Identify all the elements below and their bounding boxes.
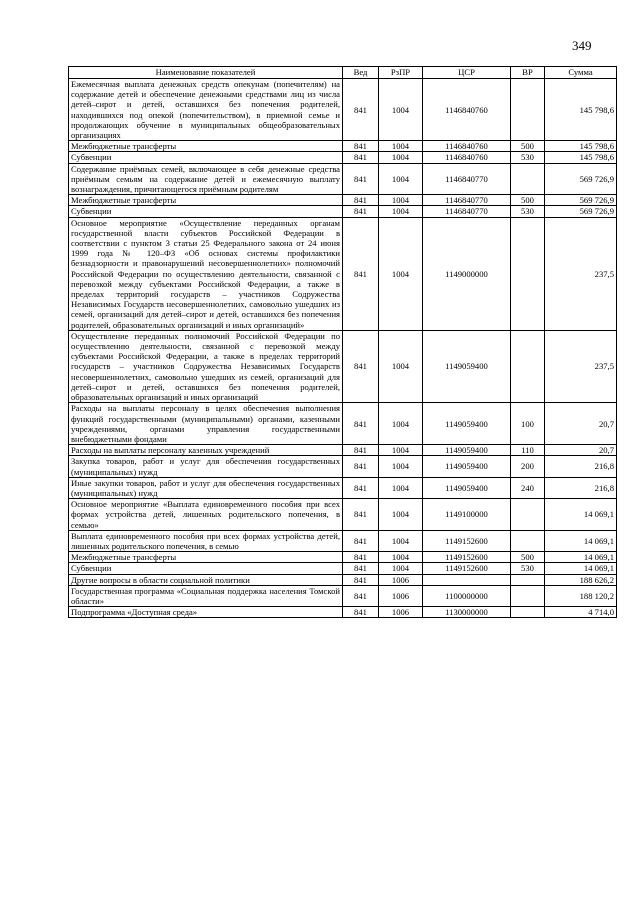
table-row: [69, 141, 617, 152]
table-row: [69, 477, 617, 498]
cell-name: Межбюджетные трансферты: [69, 552, 343, 563]
cell-sum: 14 069,1: [545, 552, 617, 563]
cell-csr: 1149152600: [423, 552, 511, 563]
table-row: [69, 585, 617, 606]
cell-csr: 1146840770: [423, 195, 511, 206]
cell-ved: 841: [343, 477, 379, 498]
table-row: [69, 217, 617, 330]
cell-rzpr: 1006: [379, 585, 423, 606]
cell-ved: 841: [343, 195, 379, 206]
cell-csr: 1146840760: [423, 152, 511, 163]
table-row: [69, 163, 617, 195]
cell-sum: 20,7: [545, 403, 617, 445]
table-row: [69, 79, 617, 141]
cell-rzpr: 1004: [379, 530, 423, 551]
cell-vr: [511, 530, 545, 551]
cell-ved: 841: [343, 563, 379, 574]
cell-name: Субвенции: [69, 152, 343, 163]
cell-ved: 841: [343, 530, 379, 551]
cell-sum: 569 726,9: [545, 195, 617, 206]
cell-vr: [511, 574, 545, 585]
cell-sum: 14 069,1: [545, 530, 617, 551]
header-vr: ВР: [511, 67, 545, 79]
cell-csr: 1146840760: [423, 141, 511, 152]
cell-name: Содержание приёмных семей, включающее в себя денежные средства приёмным семьям на содержание детей и ежемесячную выплату вознаграждения, причитающегося приёмным родителям: [69, 163, 343, 195]
cell-rzpr: 1004: [379, 141, 423, 152]
cell-vr: 110: [511, 445, 545, 456]
cell-sum: 14 069,1: [545, 563, 617, 574]
cell-vr: [511, 607, 545, 618]
cell-rzpr: 1004: [379, 445, 423, 456]
cell-sum: 216,8: [545, 456, 617, 477]
cell-rzpr: 1004: [379, 499, 423, 531]
cell-rzpr: 1004: [379, 217, 423, 330]
table-row: [69, 195, 617, 206]
table-row: [69, 563, 617, 574]
cell-vr: 530: [511, 563, 545, 574]
cell-sum: 237,5: [545, 330, 617, 402]
header-name: Наименование показателей: [69, 67, 343, 79]
cell-ved: 841: [343, 456, 379, 477]
cell-csr: 1149000000: [423, 217, 511, 330]
cell-vr: 500: [511, 195, 545, 206]
cell-name: Основное мероприятие «Выплата единовременного пособия при всех формах устройства детей, лишенных родительского попечения, в семью»: [69, 499, 343, 531]
cell-rzpr: 1004: [379, 206, 423, 217]
cell-ved: 841: [343, 206, 379, 217]
cell-sum: 569 726,9: [545, 163, 617, 195]
cell-sum: 569 726,9: [545, 206, 617, 217]
cell-name: Подпрограмма «Доступная среда»: [69, 607, 343, 618]
table-row: [69, 607, 617, 618]
cell-name: Другие вопросы в области социальной политики: [69, 574, 343, 585]
cell-csr: 1149059400: [423, 330, 511, 402]
cell-name: Ежемесячная выплата денежных средств опекунам (попечителям) на содержание детей и обеспечение денежными средствами лиц из числа детей–сирот и детей, оставшихся без попечения родителей, находившихся под опекой (попечительством), в приемной семье и продолжающих обучение в муниципальных общеобразовательных организациях: [69, 79, 343, 141]
cell-csr: 1149059400: [423, 456, 511, 477]
cell-vr: [511, 163, 545, 195]
table-row: [69, 552, 617, 563]
table-row: [69, 456, 617, 477]
budget-table: [68, 66, 617, 618]
cell-csr: 1100000000: [423, 585, 511, 606]
cell-csr: 1149152600: [423, 563, 511, 574]
cell-vr: 200: [511, 456, 545, 477]
table-header-row: [69, 67, 617, 79]
cell-ved: 841: [343, 141, 379, 152]
cell-sum: 20,7: [545, 445, 617, 456]
cell-sum: 14 069,1: [545, 499, 617, 531]
table-row: [69, 403, 617, 445]
cell-sum: 4 714,0: [545, 607, 617, 618]
cell-name: Закупка товаров, работ и услуг для обеспечения государственных (муниципальных) нужд: [69, 456, 343, 477]
cell-sum: 145 798,6: [545, 141, 617, 152]
cell-rzpr: 1004: [379, 552, 423, 563]
cell-ved: 841: [343, 79, 379, 141]
cell-ved: 841: [343, 499, 379, 531]
cell-name: Основное мероприятие «Осуществление переданных органам государственной власти субъектов Российской Федерации в соответствии с пунктом 3 статьи 25 Федерального закона от 24 июня 1999 года № 120–ФЗ «Об основах системы профилактики безнадзорности и правонарушений несовершеннолетних» полномочий Российской Федерации по осуществлению деятельности, связанной с перевозкой между субъектами Российской Федерации, а также в пределах территорий государств – участников Содружества Независимых Государств несовершеннолетних, самовольно ушедших из семей, организаций для детей–сирот и детей, оставшихся без попечения родителей, образовательных организаций и иных организаций»: [69, 217, 343, 330]
cell-name: Расходы на выплаты персоналу в целях обеспечения выполнения функций государственными (муниципальными) органами, казенными учреждениями, органами управления государственными внебюджетными фондами: [69, 403, 343, 445]
cell-rzpr: 1006: [379, 607, 423, 618]
table-row: [69, 499, 617, 531]
cell-ved: 841: [343, 152, 379, 163]
cell-name: Государственная программа «Социальная поддержка населения Томской области»: [69, 585, 343, 606]
cell-vr: [511, 499, 545, 531]
cell-rzpr: 1004: [379, 79, 423, 141]
cell-ved: 841: [343, 445, 379, 456]
table-row: [69, 152, 617, 163]
cell-rzpr: 1006: [379, 574, 423, 585]
cell-vr: 500: [511, 141, 545, 152]
cell-csr: 1146840770: [423, 163, 511, 195]
cell-ved: 841: [343, 403, 379, 445]
cell-csr: [423, 574, 511, 585]
cell-vr: 240: [511, 477, 545, 498]
page-number: 349: [572, 38, 592, 53]
cell-rzpr: 1004: [379, 403, 423, 445]
cell-csr: 1149059400: [423, 445, 511, 456]
cell-vr: [511, 330, 545, 402]
cell-rzpr: 1004: [379, 330, 423, 402]
cell-ved: 841: [343, 574, 379, 585]
cell-sum: 145 798,6: [545, 79, 617, 141]
header-rzpr: РзПР: [379, 67, 423, 79]
table-row: [69, 330, 617, 402]
table-row: [69, 530, 617, 551]
cell-csr: 1146840770: [423, 206, 511, 217]
table-row: [69, 574, 617, 585]
cell-name: Субвенции: [69, 206, 343, 217]
cell-csr: 1149100000: [423, 499, 511, 531]
cell-csr: 1149059400: [423, 477, 511, 498]
cell-vr: 530: [511, 152, 545, 163]
cell-name: Выплата единовременного пособия при всех формах устройства детей, лишенных родительского попечения, в семью: [69, 530, 343, 551]
cell-name: Межбюджетные трансферты: [69, 141, 343, 152]
cell-ved: 841: [343, 163, 379, 195]
cell-csr: 1146840760: [423, 79, 511, 141]
cell-sum: 237,5: [545, 217, 617, 330]
cell-rzpr: 1004: [379, 152, 423, 163]
table-row: [69, 445, 617, 456]
table-row: [69, 206, 617, 217]
cell-vr: [511, 585, 545, 606]
cell-name: Осуществление переданных полномочий Российской Федерации по осуществлению деятельности, связанной с перевозкой между субъектами Российской Федерации, а также в пределах территорий государств – участников Содружества Независимых Государств несовершеннолетних, самовольно ушедших из семей, организаций для детей–сирот и детей, оставшихся без попечения родителей, образовательных организаций и иных организаций: [69, 330, 343, 402]
cell-ved: 841: [343, 330, 379, 402]
cell-name: Иные закупки товаров, работ и услуг для обеспечения государственных (муниципальных) нужд: [69, 477, 343, 498]
header-sum: Сумма: [545, 67, 617, 79]
cell-rzpr: 1004: [379, 477, 423, 498]
cell-vr: 100: [511, 403, 545, 445]
cell-name: Субвенции: [69, 563, 343, 574]
header-csr: ЦСР: [423, 67, 511, 79]
cell-vr: 530: [511, 206, 545, 217]
cell-name: Межбюджетные трансферты: [69, 195, 343, 206]
cell-sum: 145 798,6: [545, 152, 617, 163]
cell-ved: 841: [343, 585, 379, 606]
cell-sum: 188 120,2: [545, 585, 617, 606]
cell-csr: 1149152600: [423, 530, 511, 551]
cell-ved: 841: [343, 552, 379, 563]
cell-sum: 216,8: [545, 477, 617, 498]
header-ved: Вед: [343, 67, 379, 79]
cell-vr: 500: [511, 552, 545, 563]
cell-ved: 841: [343, 607, 379, 618]
cell-rzpr: 1004: [379, 195, 423, 206]
cell-sum: 188 626,2: [545, 574, 617, 585]
cell-csr: 1149059400: [423, 403, 511, 445]
cell-rzpr: 1004: [379, 563, 423, 574]
cell-name: Расходы на выплаты персоналу казенных учреждений: [69, 445, 343, 456]
cell-vr: [511, 217, 545, 330]
cell-csr: 1130000000: [423, 607, 511, 618]
table-body: [69, 79, 617, 618]
cell-rzpr: 1004: [379, 456, 423, 477]
cell-rzpr: 1004: [379, 163, 423, 195]
cell-ved: 841: [343, 217, 379, 330]
cell-vr: [511, 79, 545, 141]
